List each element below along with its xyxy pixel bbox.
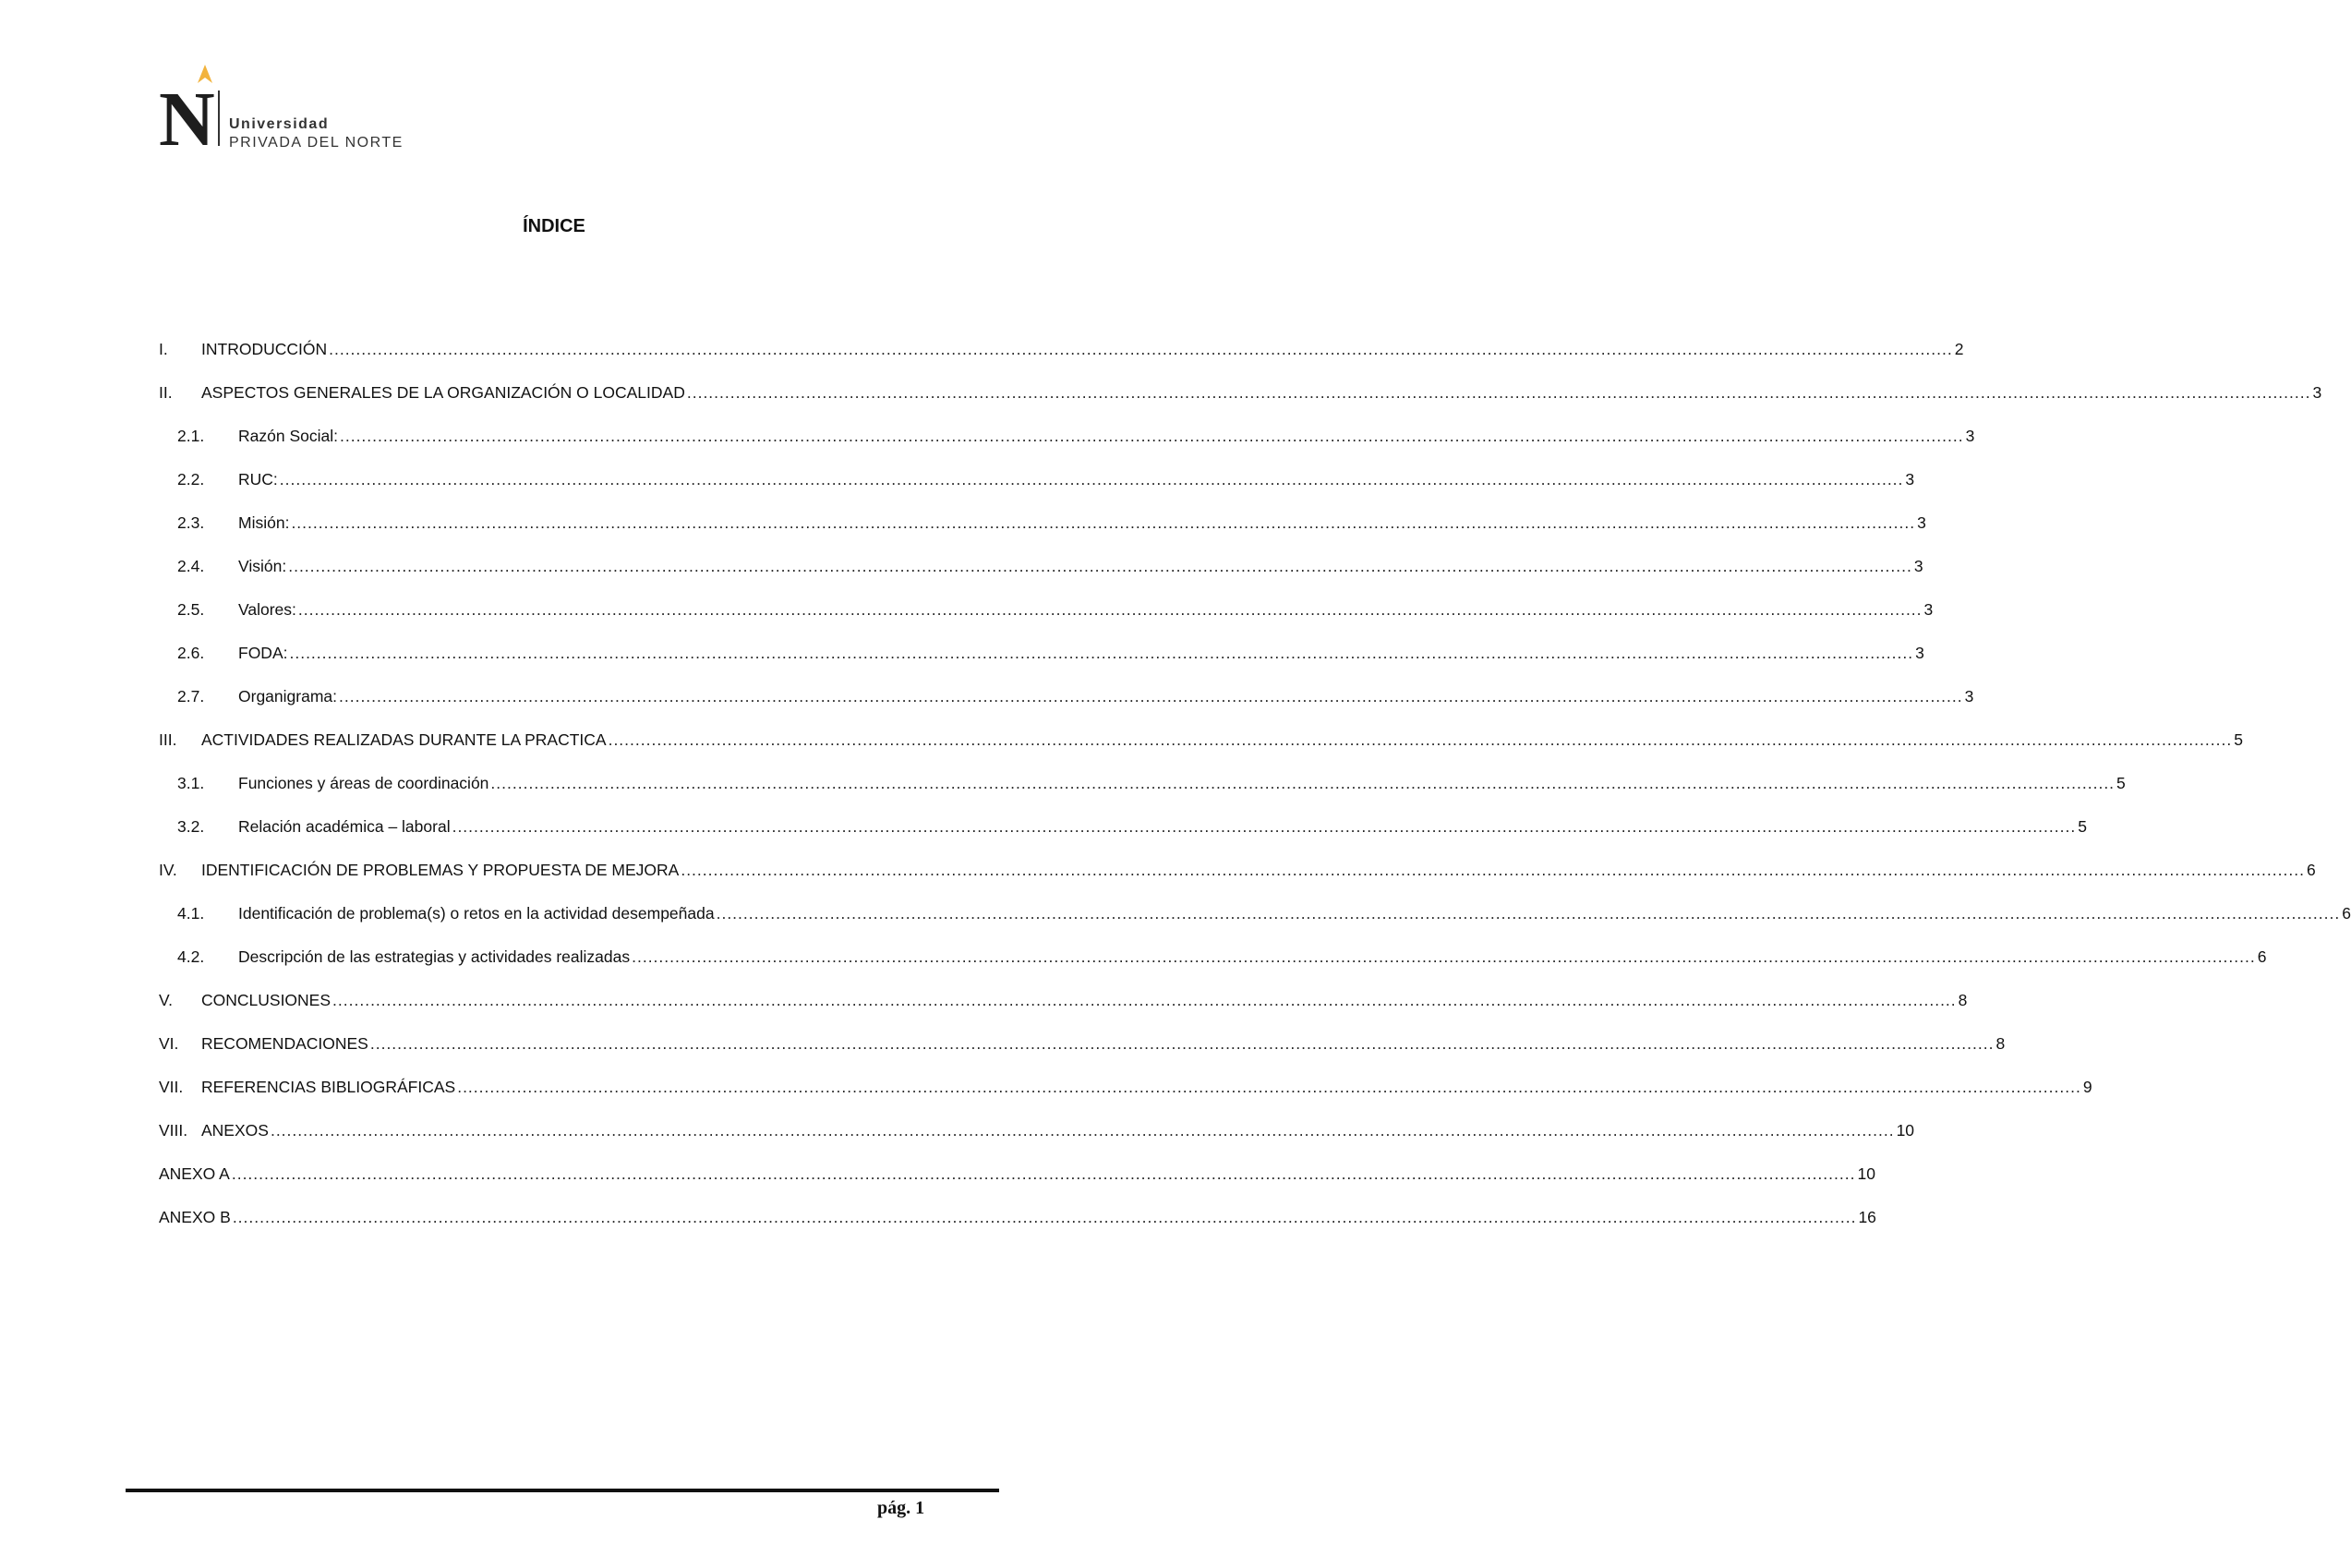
logo-line2: PRIVADA DEL NORTE: [229, 135, 404, 151]
toc-leader-dots: ............................................................................................................................................................................................................................................................................................................: [339, 687, 1963, 706]
toc-entry-number: 2.7.: [177, 687, 205, 706]
toc-entry-label: Misión:: [238, 513, 290, 532]
toc-entry-page: 6: [2257, 947, 2267, 966]
toc-entry-page: 5: [2234, 730, 2243, 749]
toc-entry[interactable]: [159, 774, 2126, 817]
toc-entry-number: 2.6.: [177, 644, 205, 662]
toc-entry-label: IDENTIFICACIÓN DE PROBLEMAS Y PROPUESTA DE MEJORA: [201, 861, 680, 879]
toc-leader-dots: ............................................................................................................................................................................................................................................................................................................: [232, 1208, 1857, 1226]
toc-entry-number: 3.1.: [177, 774, 205, 792]
toc-leader-dots: ............................................................................................................................................................................................................................................................................................................: [289, 644, 1914, 662]
toc-entry[interactable]: [159, 1208, 1876, 1251]
toc-entry-label: ANEXO B: [159, 1208, 231, 1226]
toc-entry-page: 3: [2312, 383, 2322, 402]
toc-entry[interactable]: [159, 730, 2243, 774]
toc-entry-page: 6: [2342, 904, 2351, 923]
toc-entry-label: RUC:: [238, 470, 278, 488]
toc-entry-label: Relación académica – laboral: [238, 817, 451, 836]
toc-entry[interactable]: [159, 1164, 1875, 1208]
toc-entry-label: ACTIVIDADES REALIZADAS DURANTE LA PRACTICA: [201, 730, 607, 749]
toc-leader-dots: ............................................................................................................................................................................................................................................................................................................: [329, 340, 1953, 358]
toc-entry-page: 10: [1896, 1121, 1915, 1140]
toc-entry-number: 2.1.: [177, 427, 205, 445]
toc-entry[interactable]: [159, 991, 1968, 1034]
toc-leader-dots: ............................................................................................................................................................................................................................................................................................................: [288, 557, 1912, 575]
toc-entry-label: Visión:: [238, 557, 287, 575]
toc-leader-dots: ............................................................................................................................................................................................................................................................................................................: [339, 427, 1964, 445]
toc-entry-number: 4.1.: [177, 904, 205, 923]
toc-leader-dots: ............................................................................................................................................................................................................................................................................................................: [231, 1164, 1856, 1183]
toc-entry-label: Razón Social:: [238, 427, 338, 445]
toc-leader-dots: ............................................................................................................................................................................................................................................................................................................: [291, 513, 1916, 532]
toc-entry-label: Funciones y áreas de coordinación: [238, 774, 489, 792]
toc-entry[interactable]: [159, 687, 1974, 730]
toc-entry-label: Organigrama:: [238, 687, 337, 706]
toc-entry-page: 3: [1965, 427, 1975, 445]
toc-entry-number: IV.: [159, 861, 177, 879]
toc-entry[interactable]: [159, 947, 2267, 991]
footer-divider: [126, 1489, 999, 1492]
toc-entry-label: ANEXOS: [201, 1121, 269, 1140]
toc-entry-label: CONCLUSIONES: [201, 991, 332, 1009]
toc-leader-dots: ............................................................................................................................................................................................................................................................................................................: [681, 861, 2305, 879]
toc-entry-page: 16: [1858, 1208, 1876, 1226]
toc-entry[interactable]: [159, 557, 1923, 600]
toc-entry-label: REFERENCIAS BIBLIOGRÁFICAS: [201, 1078, 456, 1096]
toc-entry[interactable]: [159, 340, 1964, 383]
toc-entry-label: Valores:: [238, 600, 296, 619]
toc-entry-number: VI.: [159, 1034, 179, 1053]
university-logo: [159, 65, 427, 163]
toc-entry-page: 3: [1915, 644, 1924, 662]
toc-entry-label: Descripción de las estrategias y actividades realizadas: [238, 947, 631, 966]
toc-entry-label: Identificación de problema(s) o retos en la actividad desempeñada: [238, 904, 715, 923]
toc-leader-dots: ............................................................................................................................................................................................................................................................................................................: [369, 1034, 1995, 1053]
logo-line1: Universidad: [229, 116, 330, 132]
toc-leader-dots: ............................................................................................................................................................................................................................................................................................................: [332, 991, 1957, 1009]
toc-entry-page: 3: [1964, 687, 1974, 706]
toc-entry-page: 3: [1913, 557, 1923, 575]
toc-entry-page: 5: [2078, 817, 2087, 836]
toc-entry-page: 3: [1917, 513, 1926, 532]
toc-entry[interactable]: [159, 600, 1934, 644]
toc-leader-dots: ............................................................................................................................................................................................................................................................................................................: [716, 904, 2341, 923]
toc-entry-page: 9: [2082, 1078, 2092, 1096]
toc-entry-page: 6: [2306, 861, 2316, 879]
page-number: pág. 1: [877, 1498, 925, 1518]
toc-entry[interactable]: [159, 1121, 1915, 1164]
toc-entry-number: 2.2.: [177, 470, 205, 488]
toc-leader-dots: ............................................................................................................................................................................................................................................................................................................: [297, 600, 1923, 619]
toc-entry-number: II.: [159, 383, 173, 402]
toc-entry-label: INTRODUCCIÓN: [201, 340, 328, 358]
toc-entry-number: 2.4.: [177, 557, 205, 575]
toc-entry-number: 4.2.: [177, 947, 205, 966]
toc-entry-page: 3: [1923, 600, 1934, 619]
toc-entry-number: VIII.: [159, 1121, 188, 1140]
toc-entry-page: 10: [1857, 1164, 1875, 1183]
toc-entry-label: ASPECTOS GENERALES DE LA ORGANIZACIÓN O LOCALIDAD: [201, 383, 685, 402]
toc-leader-dots: ............................................................................................................................................................................................................................................................................................................: [270, 1121, 1895, 1140]
toc-entry-page: 8: [1995, 1034, 2006, 1053]
toc-entry-page: 2: [1954, 340, 1964, 358]
logo-separator: [218, 90, 220, 146]
toc-entry[interactable]: [159, 513, 1926, 557]
toc-entry-number: 3.2.: [177, 817, 205, 836]
toc-entry-label: RECOMENDACIONES: [201, 1034, 368, 1053]
toc-entry[interactable]: [159, 1034, 2006, 1078]
toc-entry[interactable]: [159, 861, 2316, 904]
toc-entry-page: 3: [1905, 470, 1915, 488]
toc-entry-number: I.: [159, 340, 168, 358]
toc-leader-dots: ............................................................................................................................................................................................................................................................................................................: [608, 730, 2233, 749]
toc-leader-dots: ............................................................................................................................................................................................................................................................................................................: [490, 774, 2116, 792]
toc-leader-dots: ............................................................................................................................................................................................................................................................................................................: [452, 817, 2077, 836]
toc-leader-dots: ............................................................................................................................................................................................................................................................................................................: [632, 947, 2256, 966]
toc-entry[interactable]: [159, 470, 1915, 513]
toc-entry[interactable]: [159, 817, 2087, 861]
toc-entry[interactable]: [159, 644, 1924, 687]
toc-entry-number: 2.3.: [177, 513, 205, 532]
toc-leader-dots: ............................................................................................................................................................................................................................................................................................................: [457, 1078, 2081, 1096]
toc-entry-label: ANEXO A: [159, 1164, 230, 1183]
toc-leader-dots: ............................................................................................................................................................................................................................................................................................................: [279, 470, 1904, 488]
toc-leader-dots: ............................................................................................................................................................................................................................................................................................................: [686, 383, 2311, 402]
toc-entry-label: FODA:: [238, 644, 288, 662]
toc-entry-number: III.: [159, 730, 177, 749]
toc-entry-page: 8: [1958, 991, 1968, 1009]
table-of-contents: [159, 340, 2351, 1251]
toc-entry[interactable]: [159, 1078, 2092, 1121]
logo-mark: N: [159, 77, 213, 163]
toc-entry-number: VII.: [159, 1078, 184, 1096]
toc-entry[interactable]: [159, 383, 2322, 427]
toc-entry-number: V.: [159, 991, 173, 1009]
toc-entry[interactable]: [159, 904, 2351, 947]
toc-entry-page: 5: [2116, 774, 2126, 792]
page-title: ÍNDICE: [523, 216, 585, 236]
toc-entry[interactable]: [159, 427, 1975, 470]
toc-entry-number: 2.5.: [177, 600, 205, 619]
